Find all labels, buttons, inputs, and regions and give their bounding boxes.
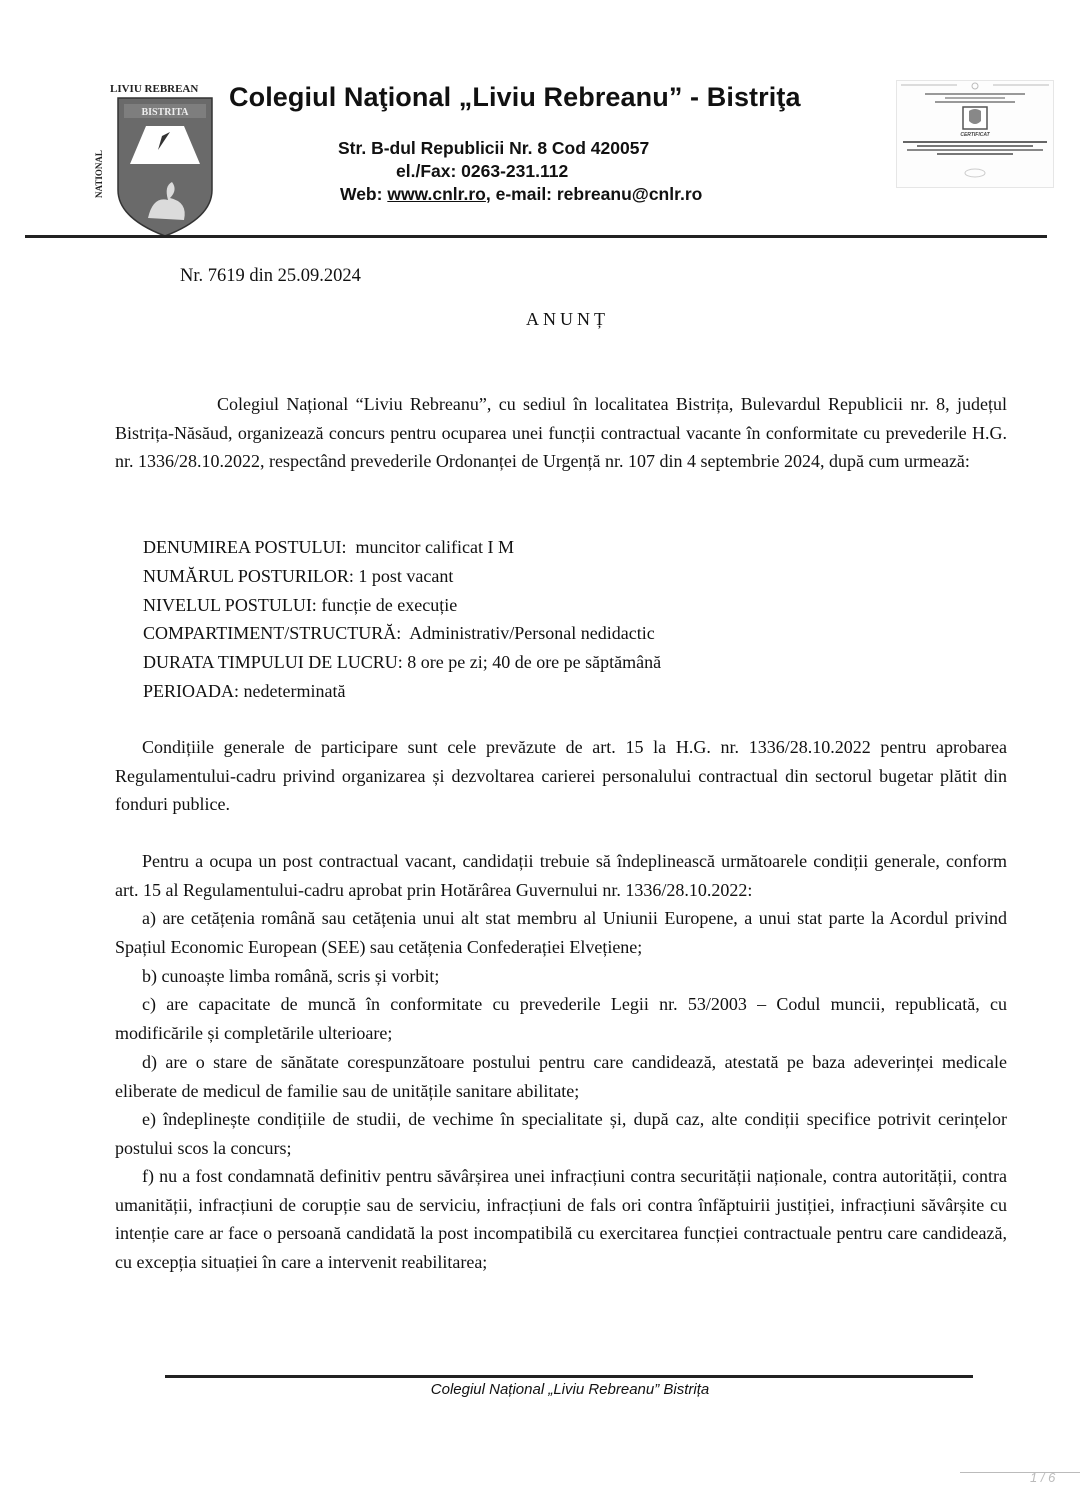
web-label: Web:	[340, 184, 388, 204]
job-detail-item	[143, 677, 661, 706]
job-detail-value: funcție de execuție	[316, 594, 458, 615]
job-detail-item	[143, 591, 661, 620]
job-detail-label: NIVELUL POSTULUI:	[143, 594, 317, 615]
job-detail-item	[143, 648, 661, 677]
condition-text: c) are capacitate de muncă în conformitate cu prevederile Legii nr. 53/2003 – Codul muncii, republicată, cu modificările și completările ulterioare;	[115, 994, 1007, 1043]
job-detail-label: DURATA TIMPULUI DE LUCRU:	[143, 652, 403, 673]
email-label: , e-mail:	[485, 184, 557, 204]
school-crest-icon	[88, 78, 218, 238]
condition-item	[115, 1048, 1007, 1105]
job-detail-value: Administrativ/Personal nedidactic	[401, 623, 655, 644]
header-divider	[25, 235, 1047, 238]
footer-institution-name: Colegiul Național „Liviu Rebreanu” Bistrița	[430, 1381, 710, 1398]
intro-paragraph	[115, 390, 1007, 476]
intro-text: Colegiul Național “Liviu Rebreanu”, cu sediul în localitatea Bistrița, Bulevardul Republicii nr. 8, județul Bistrița-Năsăud, organizează concurs pentru ocuparea unei funcții contractual vacante în conformitate cu prevederile H.G. nr. 1336/28.10.2022, respectând prevederile Ordonanței de Urgență nr. 107 din 4 septembrie 2024, după cum urmează:	[115, 394, 1007, 472]
phone-fax-line: el./Fax: 0263-231.112	[396, 161, 569, 181]
crest-top-text: LIVIU REBREAN	[110, 83, 199, 95]
certificate-icon	[897, 81, 1053, 187]
crest-side-text: NATIONAL	[94, 150, 104, 198]
condition-item	[115, 990, 1007, 1047]
certificate-label: CERTIFICAT	[960, 132, 990, 138]
institution-name: Colegiul Naţional „Liviu Rebreanu” - Bistriţa	[229, 82, 801, 112]
job-detail-item	[143, 562, 661, 591]
conditions-intro-text: Pentru a ocupa un post contractual vacant, candidații trebuie să îndeplinească următoarele condiții generale, conform art. 15 al Regulamentului-cadru aprobat prin Hotărârea Guvernului nr. 1336/28.10.2022:	[115, 851, 1007, 900]
address-line: Str. B-dul Republicii Nr. 8 Cod 420057	[338, 138, 650, 158]
job-detail-item	[143, 619, 661, 648]
condition-item	[115, 962, 1007, 991]
document-reference-number: Nr. 7619 din 25.09.2024	[180, 266, 361, 286]
condition-text: a) are cetățenia română sau cetățenia unui alt stat membru al Uniunii Europene, a unui stat parte la Acordul privind Spațiul Economic European (SEE) sau cetățenia Confederației Elvețiene;	[115, 908, 1007, 957]
page-mark-line	[960, 1472, 1080, 1473]
general-conditions-paragraph	[115, 733, 1007, 819]
website-link[interactable]: www.cnlr.ro	[387, 184, 486, 204]
condition-item	[115, 1105, 1007, 1162]
condition-item	[115, 1162, 1007, 1276]
job-detail-label: DENUMIREA POSTULUI:	[143, 537, 347, 557]
job-detail-label: NUMĂRUL POSTURILOR:	[143, 565, 354, 586]
job-detail-value: 1 post vacant	[353, 565, 454, 586]
contact-line	[340, 184, 702, 205]
job-detail-label: PERIOADA:	[143, 680, 240, 701]
job-detail-item	[143, 533, 661, 562]
job-detail-label: COMPARTIMENT/STRUCTURĂ:	[143, 623, 402, 644]
general-conditions-text: Condițiile generale de participare sunt cele prevăzute de art. 15 la H.G. nr. 1336/28.10.2022 pentru aprobarea Regulamentului-cadru privind organizarea și dezvoltarea carierei personalului contractual din sectorul bugetar plătit din fonduri publice.	[115, 737, 1007, 815]
condition-item	[115, 904, 1007, 961]
document-title: ANUNȚ	[526, 309, 609, 329]
conditions-intro-paragraph	[115, 847, 1007, 904]
condition-text: d) are o stare de sănătate corespunzătoare postului pentru care candidează, atestată pe baza adeverinței medicale eliberate de medicul de familie sau de unitățile sanitare abilitate;	[115, 1052, 1007, 1101]
job-detail-value: nedeterminată	[239, 680, 346, 701]
email-address[interactable]: rebreanu@cnlr.ro	[556, 184, 703, 204]
footer-divider	[165, 1375, 973, 1378]
school-crest-logo	[88, 78, 218, 238]
crest-banner-text: BISTRITA	[141, 107, 189, 118]
certificate-thumbnail	[896, 80, 1054, 188]
page-number: 1 / 6	[1030, 1470, 1056, 1485]
job-detail-value: muncitor calificat I M	[346, 537, 514, 557]
condition-text: e) îndeplinește condițiile de studii, de vechime în specialitate și, după caz, alte condiții specifice potrivit cerințelor postului scos la concurs;	[115, 1109, 1007, 1158]
condition-text: b) cunoaște limba română, scris și vorbit;	[142, 966, 440, 986]
job-detail-value: 8 ore pe zi; 40 de ore pe săptămână	[402, 652, 662, 673]
job-details-list	[143, 533, 661, 706]
condition-text: f) nu a fost condamnată definitiv pentru săvârșirea unei infracțiuni contra securității naționale, contra autorității, contra umanității, infracțiuni de corupție sau de serviciu, infracțiuni de fals ori contra înfăptuirii justiției, infracțiuni săvârșite cu intenție care ar face o persoană candidată la post incompatibilă cu exercitarea funcției contractuale pentru care candidează, cu excepția situației în care a intervenit reabilitarea;	[115, 1166, 1007, 1272]
